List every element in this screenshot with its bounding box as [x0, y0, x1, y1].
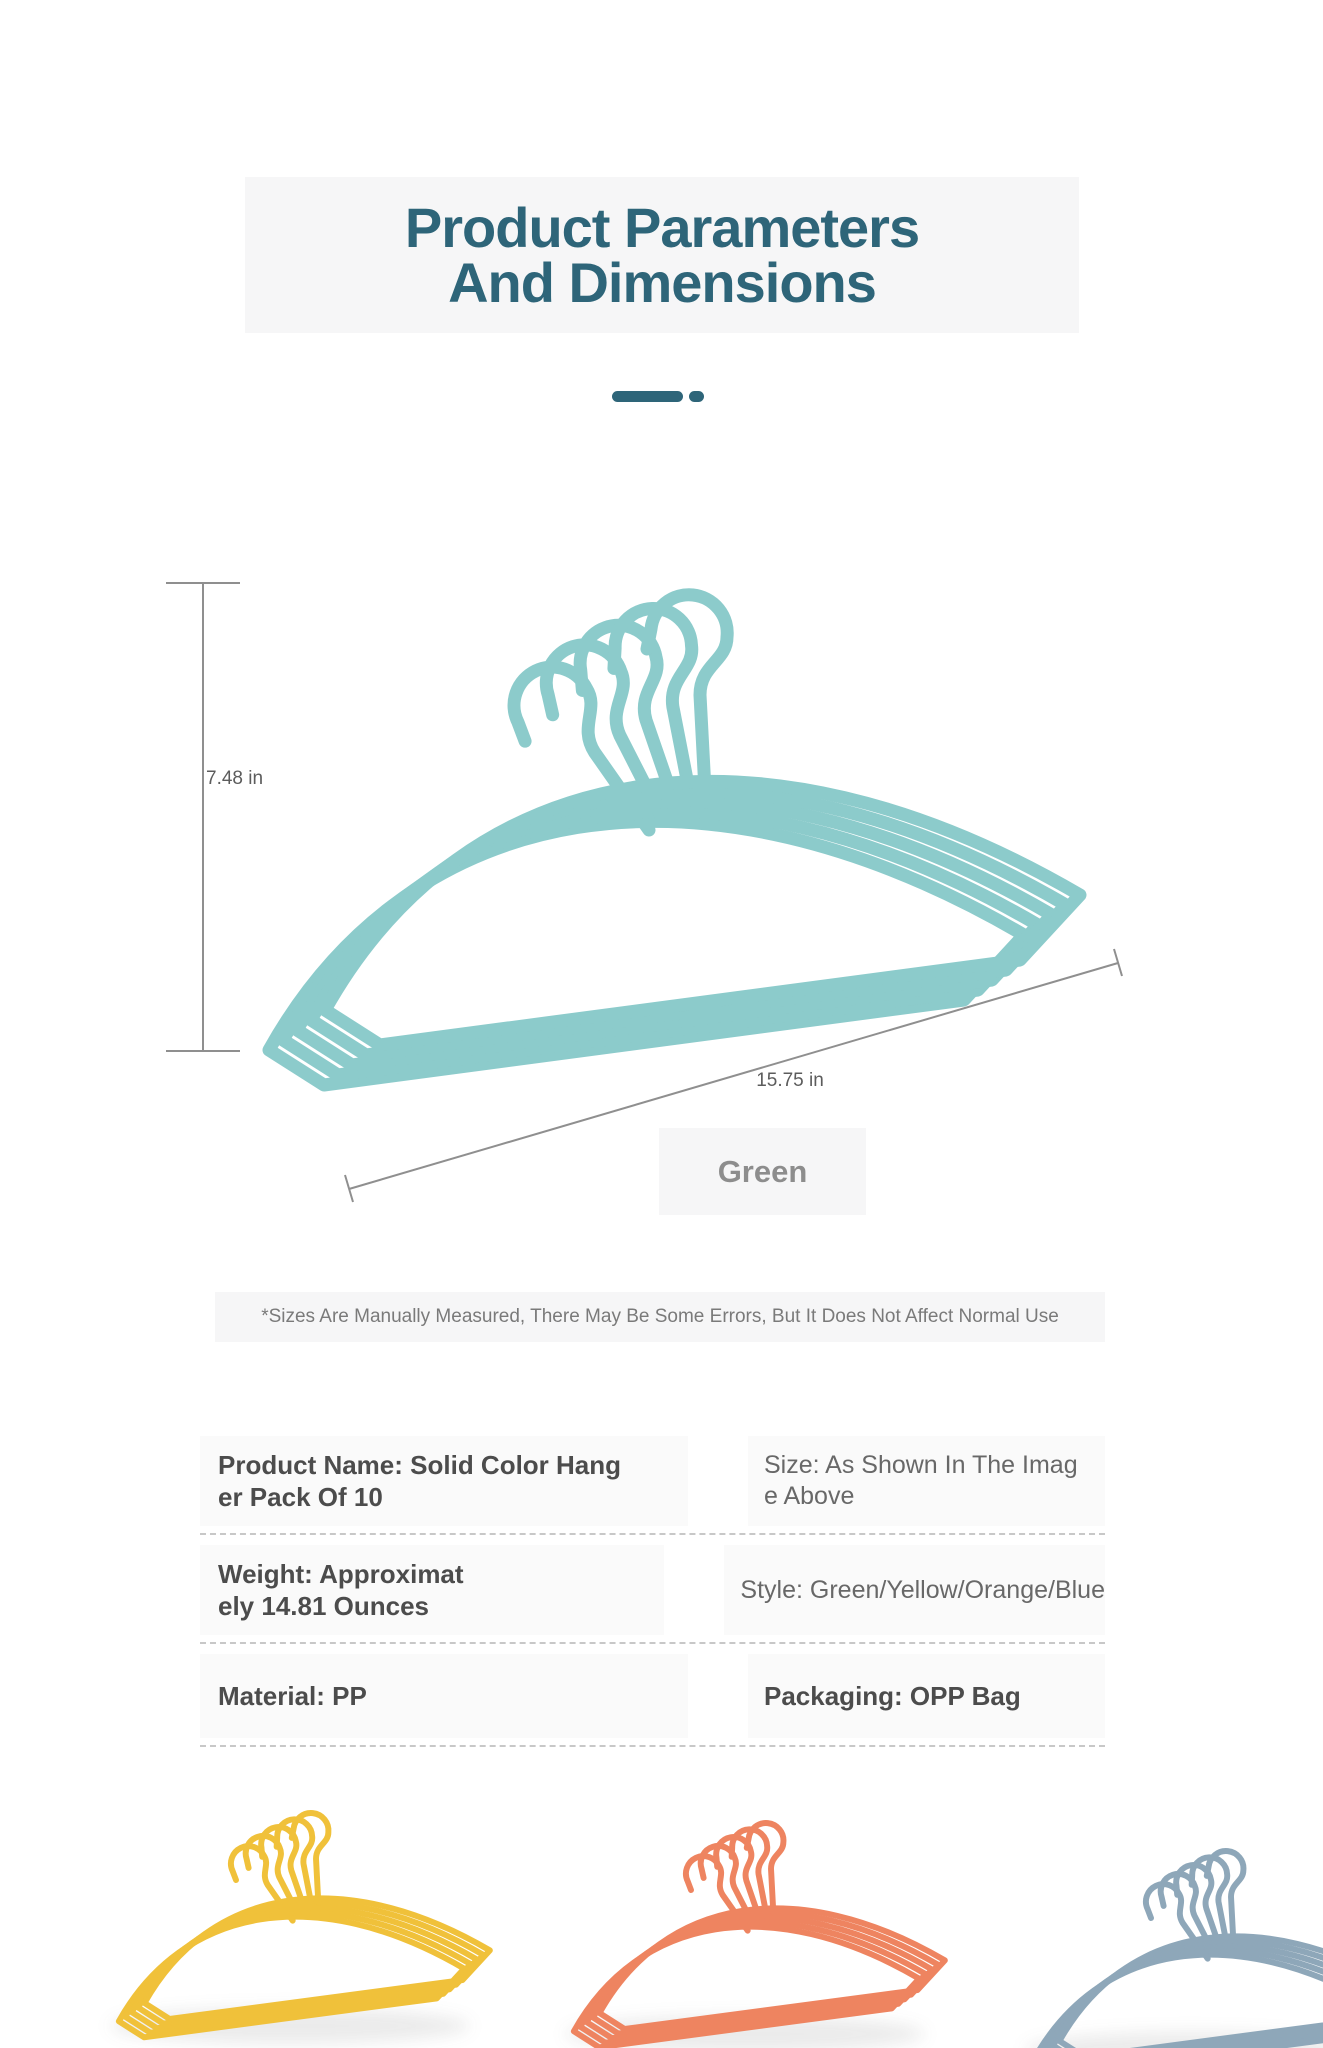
spec-material-line1: Material: PP — [218, 1681, 367, 1711]
underline-dot — [689, 391, 704, 402]
spec-packaging-cell — [748, 1654, 1105, 1738]
page-title — [245, 196, 1079, 314]
page-title-line1: Product Parameters — [404, 196, 920, 259]
blue-hanger-image — [1000, 1828, 1323, 2048]
spec-packaging-line1: Packaging: OPP Bag — [764, 1681, 1021, 1711]
size-disclaimer-band — [215, 1292, 1105, 1342]
spec-weight-line1: Weight: Approximat — [218, 1559, 464, 1589]
spec-style-line1: Style: Green/Yellow/Orange/Blue — [740, 1575, 1105, 1604]
height-dimension-label: 7.48 in — [206, 768, 264, 789]
spec-size-line2: e Above — [764, 1482, 855, 1510]
spec-weight-cell — [200, 1545, 664, 1635]
spec-material-cell — [200, 1654, 688, 1738]
color-name-label: Green — [717, 1153, 808, 1189]
spec-weight-line2: ely 14.81 Ounces — [218, 1591, 430, 1621]
spec-row-name-size — [200, 1436, 1105, 1535]
spec-product-name-line1: Product Name: Solid Color Hang — [218, 1450, 622, 1480]
spec-size-line1: Size: As Shown In The Imag — [764, 1451, 1078, 1479]
spec-size-cell — [748, 1436, 1105, 1526]
spec-row-weight-style — [200, 1545, 1105, 1644]
page-title-line2: And Dimensions — [448, 251, 876, 314]
color-variants-strip — [0, 1780, 1323, 2048]
spec-product-name-cell — [200, 1436, 688, 1526]
underline-bar — [612, 391, 683, 402]
size-disclaimer-text: *Sizes Are Manually Measured, There May Be Some Errors, But It Does Not Affect Normal Use — [261, 1306, 1059, 1327]
color-name-block — [659, 1128, 866, 1215]
green-hanger-image — [195, 545, 1135, 1145]
yellow-hanger-image — [85, 1790, 515, 2048]
spec-table — [200, 1436, 1105, 1757]
spec-product-name-line2: er Pack Of 10 — [218, 1482, 383, 1512]
orange-hanger-image — [540, 1800, 970, 2048]
width-dimension-label: 15.75 in — [756, 1070, 824, 1091]
spec-style-cell — [724, 1545, 1105, 1635]
spec-row-material-packaging — [200, 1654, 1105, 1747]
